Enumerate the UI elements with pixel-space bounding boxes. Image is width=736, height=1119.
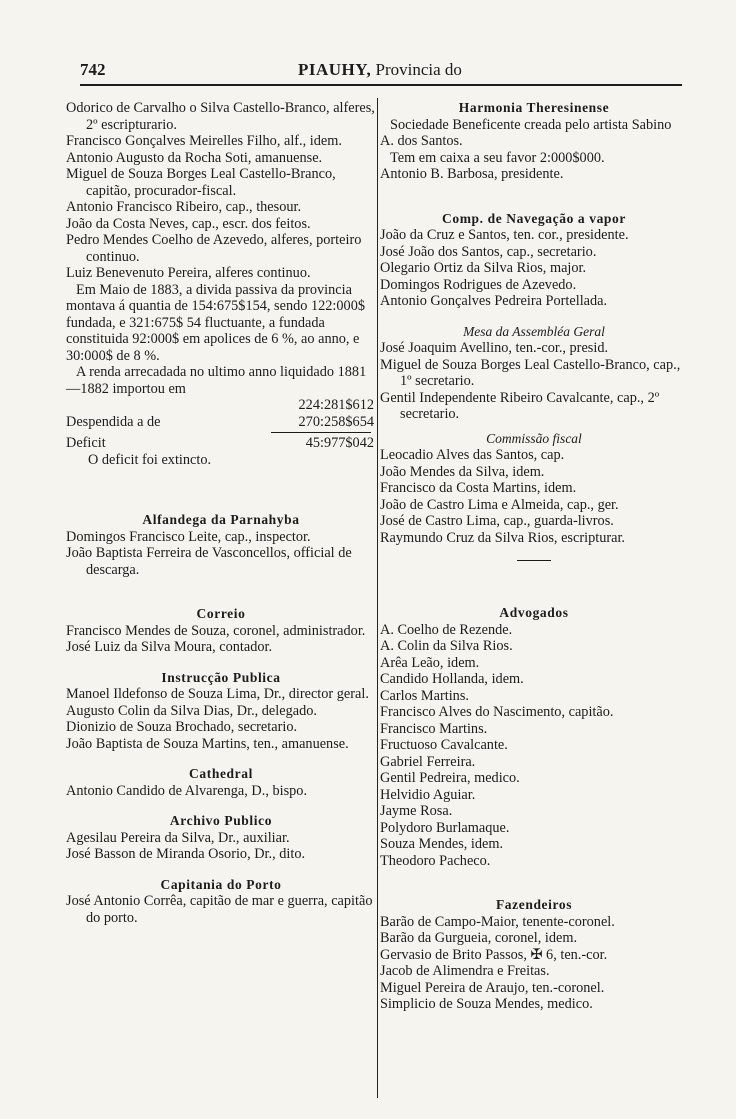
list-item: Antonio Francisco Ribeiro, cap., thesour. [66, 199, 302, 215]
list-item: José Basson de Miranda Osorio, Dr., dito. [66, 846, 306, 862]
running-title-rest: Provincia do [375, 60, 462, 79]
list-item: Raymundo Cruz da Silva Rios, escripturar. [380, 529, 625, 546]
section-heading: Comp. de Navegação a vapor [442, 210, 626, 226]
header-rule [80, 84, 682, 86]
list-item: Dionizio de Souza Brochado, secretario. [66, 719, 298, 735]
section-heading: Alfandega da Parnahyba [142, 512, 300, 527]
list-item: Francisco Mendes de Souza, coronel, administrador. [66, 622, 366, 639]
list-item: Odorico de Carvalho o Silva Castello-Branco, alferes, 2º escripturario. [66, 100, 375, 133]
section-heading: Harmonia Theresinense [458, 100, 610, 115]
list-item: João de Castro Lima e Almeida, cap., ger. [380, 496, 619, 513]
page-header [0, 0, 736, 90]
list-item: João da Costa Neves, cap., escr. dos feitos. [66, 215, 311, 232]
section-heading: Commissão fiscal [486, 430, 582, 446]
deficit-note: O deficit foi extincto. [88, 451, 212, 468]
list-item: Gentil Pedreira, medico. [380, 770, 520, 786]
list-item: José João dos Santos, cap., secretario. [380, 243, 597, 260]
list-item: Theodoro Pacheco. [380, 852, 491, 869]
page-number: 742 [80, 60, 106, 79]
list-item: Arêa Leão, idem. [380, 654, 480, 671]
section-heading: Mesa da Assembléa Geral [463, 323, 605, 339]
list-item: Jayme Rosa. [380, 803, 453, 819]
list-item: Fructuoso Cavalcante. [380, 737, 508, 753]
list-item: João Baptista Ferreira de Vasconcellos, official de descarga. [66, 545, 352, 578]
list-item: Agesilau Pereira da Silva, Dr., auxiliar. [66, 829, 290, 846]
expense-label: Despendida a de [66, 413, 161, 430]
list-item: Domingos Francisco Leite, cap., inspector. [66, 528, 311, 545]
list-item: João Baptista de Souza Martins, ten., amanuense. [66, 735, 349, 752]
list-item: Francisco Martins. [380, 720, 488, 737]
list-item: Gentil Independente Ribeiro Cavalcante, cap., 2º secretario. [380, 389, 660, 422]
list-item: Helvidio Aguiar. [380, 786, 476, 803]
list-item: Barão de Campo-Maior, tenente-coronel. [380, 913, 615, 930]
list-item: Miguel de Souza Borges Leal Castello-Branco, capitão, procurador-fiscal. [66, 166, 336, 199]
list-item: Candido Hollanda, idem. [380, 671, 524, 687]
list-item: José Joaquim Avellino, ten.-cor., presid. [380, 340, 609, 356]
left-column [66, 100, 376, 926]
list-item: Antonio B. Barbosa, presidente. [380, 166, 564, 182]
list-item: Manoel Ildefonso de Souza Lima, Dr., director geral. [66, 686, 369, 702]
list-item: Leocadio Alves das Santos, cap. [380, 447, 565, 463]
revenue-row [66, 397, 376, 414]
list-item: Luiz Benevenuto Pereira, alferes continuo. [66, 265, 311, 281]
deficit-value: 45:977$042 [305, 435, 374, 451]
list-item: Antonio Augusto da Rocha Soti, amanuense. [66, 149, 323, 166]
list-item: Polydoro Burlamaque. [380, 819, 510, 836]
section-heading: Instrucção Publica [161, 669, 281, 685]
list-item: Simplicio de Souza Mendes, medico. [380, 996, 593, 1012]
list-item: Augusto Colin da Silva Dias, Dr., delegado. [66, 702, 317, 719]
section-heading: Capitania do Porto [160, 876, 282, 892]
list-item: Domingos Rodrigues de Azevedo. [380, 276, 577, 293]
list-item: Souza Mendes, idem. [380, 836, 504, 852]
revenue-value: 224:281$612 [298, 397, 374, 413]
list-item: Francisco Gonçalves Meirelles Filho, alf., idem. [66, 133, 342, 149]
list-item: Olegario Ortiz da Silva Rios, major. [380, 260, 587, 276]
deficit-label: Deficit [66, 435, 106, 451]
list-item: Antonio Candido de Alvarenga, D., bispo. [66, 782, 308, 799]
list-item: Jacob de Alimendra e Freitas. [380, 963, 550, 979]
list-item: Pedro Mendes Coelho de Azevedo, alferes, porteiro continuo. [66, 232, 362, 265]
list-item: A. Colin da Silva Rios. [380, 638, 513, 654]
list-item: Francisco da Costa Martins, idem. [380, 480, 577, 496]
section-heading: Archivo Publico [169, 813, 273, 828]
harmonia-description: Sociedade Beneficente creada pelo artista Sabino A. dos Santos. [380, 116, 672, 149]
section-heading: Fazendeiros [495, 897, 573, 912]
list-item: Antonio Gonçalves Pedreira Portellada. [380, 293, 608, 309]
section-heading: Correio [196, 606, 246, 621]
running-title-province: PIAUHY, [298, 60, 372, 79]
sum-rule [271, 432, 371, 433]
right-column [380, 100, 688, 1013]
list-item: José de Castro Lima, cap., guarda-livros. [380, 513, 614, 529]
list-item: Carlos Martins. [380, 687, 469, 704]
harmonia-balance: Tem em caixa a seu favor 2:000$000. [390, 149, 605, 166]
running-title [298, 60, 462, 80]
debt-paragraph: Em Maio de 1883, a divida passiva da provincia montava á quantia de 154:675$154, sendo 122:000$ fundada, e 321:675$ 54 fluctuante, a fundada constituida 92:000$ em apolices de 6 %, ao anno, e 30:000$ de 8 %. [66, 281, 365, 364]
list-item: Miguel Pereira de Araujo, ten.-coronel. [380, 979, 605, 996]
list-item: Francisco Alves do Nascimento, capitão. [380, 704, 614, 720]
revenue-paragraph: A renda arrecadada no ultimo anno liquidado 1881—1882 importou em [66, 364, 367, 397]
list-item: José Luiz da Silva Moura, contador. [66, 639, 273, 655]
list-item: Barão da Gurgueia, coronel, idem. [380, 930, 578, 946]
expense-row [66, 414, 376, 431]
list-item: Gervasio de Brito Passos, ✠ 6, ten.-cor. [380, 946, 608, 963]
column-divider [377, 98, 378, 1098]
deficit-row [66, 435, 376, 452]
list-item: Gabriel Ferreira. [380, 753, 476, 770]
list-item: Miguel de Souza Borges Leal Castello-Branco, cap., 1º secretario. [380, 356, 681, 389]
expense-value: 270:258$654 [298, 413, 374, 430]
list-item: A. Coelho de Rezende. [380, 621, 513, 638]
list-item: João Mendes da Silva, idem. [380, 463, 545, 480]
section-heading: Advogados [499, 605, 569, 620]
list-item: José Antonio Corrêa, capitão de mar e guerra, capitão do porto. [66, 893, 373, 926]
list-item: João da Cruz e Santos, ten. cor., presidente. [380, 227, 629, 243]
section-heading: Cathedral [189, 766, 253, 781]
